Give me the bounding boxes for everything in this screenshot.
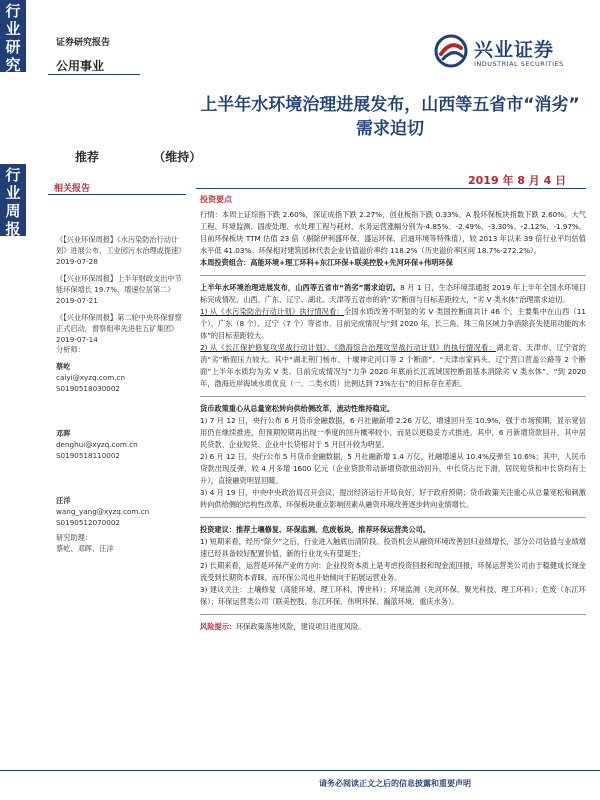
water-item-2-body: 湖北省、天津市、辽宁省的消“劣”断面压力较大。其中“湖北荆门杨市、十堰神定河口等 2 个断面”、“天津市家码头、辽宁营口营盖公路等 2 个断面”上半年水质均为劣 V 类。目前完成情况与“力争 2020 年底前长江流域国控断面基本消除劣 V 类水体”、“到 2020 年，渤海近岸海域水质优良（一、二类水质）比例达到 73%左右”的目标存在差距。 (200, 343, 586, 388)
section-divider (200, 396, 586, 397)
monetary-item-2: 2) 6 月 12 日，央行公布 5 月货币金融数据，5 月社融新增 1.4 万亿，社融增速从 10.4%反弹至 10.6%；其中，人民币贷款出现反弹，较 4 月多增 1600 亿元（企业贷款带动新增贷款扭动回升，中长贷占比下滑，居民短贷和中长贷均有上升），直接融资明显回暖。 (200, 452, 586, 485)
analyst-cert: S0190518110002 (56, 451, 121, 460)
sector-label: 公用事业 (56, 59, 105, 73)
rating (75, 148, 201, 165)
water-item-2 (200, 342, 586, 390)
analyst-email[interactable]: caiyi@xyzq.com.cn (56, 373, 126, 382)
report-title (190, 93, 590, 141)
analyst-cert: S0190512070002 (56, 518, 121, 527)
advice-item-1: 1) 短期来看，经历“除夕”之后，行业进入触底出清阶段。投资机会从融资环境改善回归业绩增长，部分公司估值与业绩增速已经具备较好配置价值，新的行业龙头有望诞生； (200, 537, 586, 558)
side-tab-char: 报 (5, 220, 21, 238)
water-item-2-heading: 2) 从《长江保护修复攻坚战行动计划》、《渤海综合治理攻坚战行动计划》的执行情况看： (200, 343, 497, 352)
monetary-item-1: 1) 7 月 12 日，央行公布 6 月货币金融数据，6 月社融新增 2.26 万亿，增速回升至 10.9%，强于市场预期，显示宽信用仍在继续推进，但预期短期再出现一季度的回升概率较小，而是以更稳妥方式推进。其中，6 月新增贷款回升，其中居民贷款、企业短贷、企业中长贷相对于 5 月回升较为明显。 (200, 416, 586, 449)
monetary-heading: 货币政策重心从总量宽松转向供给侧改革，流动性维持稳定。 (200, 404, 395, 413)
water-item-1-heading: 1) 从《水污染防治行动计划》执行情况看： (200, 307, 345, 316)
key-points-heading: 投资要点 (200, 195, 232, 204)
side-tab-char: 究 (5, 56, 21, 74)
main-divider (196, 188, 586, 189)
report-title-line1: 上半年水环境治理进展发布，山西等五省市“消劣” (200, 95, 580, 115)
related-divider (48, 194, 186, 195)
water-section (200, 282, 586, 306)
analyst-name: 汪洋 (56, 496, 71, 505)
logo-mark-icon (434, 34, 468, 68)
assistant-names: 蔡屹、邓晖、汪洋 (56, 544, 114, 553)
side-tab-char: 行 (5, 166, 21, 184)
analysts-section (56, 344, 188, 554)
analyst-name: 邓晖 (56, 429, 71, 438)
side-tab-industry-research (0, 0, 26, 72)
side-tab-char: 周 (5, 202, 21, 220)
related-reports-list (56, 234, 188, 351)
related-reports-heading: 相关报告 (54, 184, 91, 194)
logo-text-cn: 兴业证券 (474, 39, 555, 61)
section-divider (200, 275, 586, 276)
report-title-line2: 需求迫切 (356, 119, 424, 139)
footer-divider (0, 770, 600, 771)
advice-item-3: 3) 建议关注：土壤修复（高能环境、理工环科、博世科）；环境监测（先河环保、聚光科技、理工环科）；危废（东江环保）；环保运营类公司（联美控股、东江环保、伟明环保、瀚蓝环境、重庆水务）。 (200, 585, 586, 606)
risk-section (200, 621, 586, 633)
report-type-label: 证券研究报告 (56, 38, 111, 48)
related-report-link[interactable]: 《【兴业环保周报】第二轮中央环保督察正式启动，督察组率先进驻五矿集团》2019-07-14 (56, 313, 182, 344)
assistant-label: 研究助理： (56, 533, 92, 542)
rating-label: 推荐 (75, 150, 100, 164)
water-item-1 (200, 306, 586, 342)
analyst-email[interactable]: wang_yang@xyzq.com.cn (56, 507, 150, 516)
related-report-link[interactable]: 《【兴业环保周报】《水污染防治行动计划》进展公布，工业园污水治理或提速》2019-07-28 (56, 235, 186, 266)
header-divider (48, 74, 140, 75)
advice-item-2: 2) 长期来看，运营是环保产业的方向：企业投资本质上是考虑投资回报和现金流回报，环保运营类公司由于稳健成长现金流受到长期资本青睐，而环保公司也开始倾向于拓展运营业务。 (200, 561, 586, 582)
water-paragraph: 8 月 1 日，生态环境部通报 2019 年上半年全国水环境目标完成情况，山西、广东、辽宁、湖北、天津等五省市的消“劣”断面与目标差距较大，“劣 V 类水体”治理需求迫切。 (200, 283, 586, 304)
monetary-item-3: 3) 4 月 19 日，中央中央政治局召开会议，提出经济运行开局良好，好于政府预期；货币政策关注重心从总量宽松和刺激转向供给侧的结构性改革，环保板块重点影响因素从融资环境改善逐步转向业绩增长。 (200, 488, 586, 509)
section-divider (200, 614, 586, 615)
analysts-label: 分析师： (56, 345, 85, 354)
risk-body: 环保政策落地风险，建设项目进度风险。 (235, 622, 366, 631)
side-tab-char: 研 (5, 38, 21, 56)
company-logo (434, 32, 564, 76)
report-date: 2019 年 8 月 4 日 (468, 174, 567, 187)
water-heading: 上半年水环境治理进展发布，山西等五省市“消劣”需求迫切。 (200, 283, 401, 292)
advice-heading: 投资建议：推荐土壤修复、环保监测、危废板块，推荐环保运营类公司。 (200, 525, 431, 534)
section-divider (200, 517, 586, 518)
portfolio-paragraph: 本周投资组合：高能环境+理工环科+东江环保+联美控股+先河环保+伟明环保 (200, 258, 453, 267)
related-report-link[interactable]: 《【兴业环保周报】上半年财政支出中节能环保增长 19.7%，增速位居第二》2019-07-21 (56, 274, 182, 305)
analyst-card (56, 495, 188, 554)
market-paragraph: 行情：本周上证综指下跌 2.60%，深证成指下跌 2.27%，创业板指下跌 0.33%。A 股环保板块指数下跌 2.60%。大气工程、环境监测、固废处理、水处理工程与耗材、水务运营涨幅分别为-4.85%、-2.49%、-3.30%、-2.12%、-1.97%。目前环保板块 TTM 估值 23 倍（剔除伊利盛环保、盛运环保、启迪环境等特殊值），较 2013 年以来 39 倍行业平均估值水平低 41.03%。环保相对建筑园林代表企业估值溢价率约 118.2%（历史溢价率区间 18.7%-272.2%）。 (200, 210, 586, 255)
main-body (200, 190, 586, 633)
analyst-name: 蔡屹 (56, 362, 71, 371)
analyst-email[interactable]: denghui@xyzq.com.cn (56, 440, 138, 449)
side-tab-char: 业 (5, 20, 21, 38)
logo-text-en: INDUSTRIAL SECURITIES (474, 60, 564, 68)
rating-value: （维持） (153, 150, 202, 164)
side-tab-weekly-report (0, 164, 26, 236)
risk-heading: 风险提示： (200, 622, 236, 631)
analyst-card (56, 361, 188, 394)
analyst-card (56, 428, 188, 461)
side-tab-char: 行 (5, 2, 21, 20)
analyst-cert: S0190518030002 (56, 384, 121, 393)
footer-disclaimer: 请务必阅读正文之后的信息披露和重要声明 (319, 779, 471, 788)
side-tab-char: 业 (5, 184, 21, 202)
water-item-1-body: 全国水质改善不明显的劣 V 类国控断面共计 46 个，主要集中在山西（11 个）、广东（8 个）、辽宁（7 个）等省市。目前完成情况与“到 2020 年，长三角、珠三角区域力争消除丧失使用功能的水体”的目标差距较大。 (200, 307, 586, 340)
